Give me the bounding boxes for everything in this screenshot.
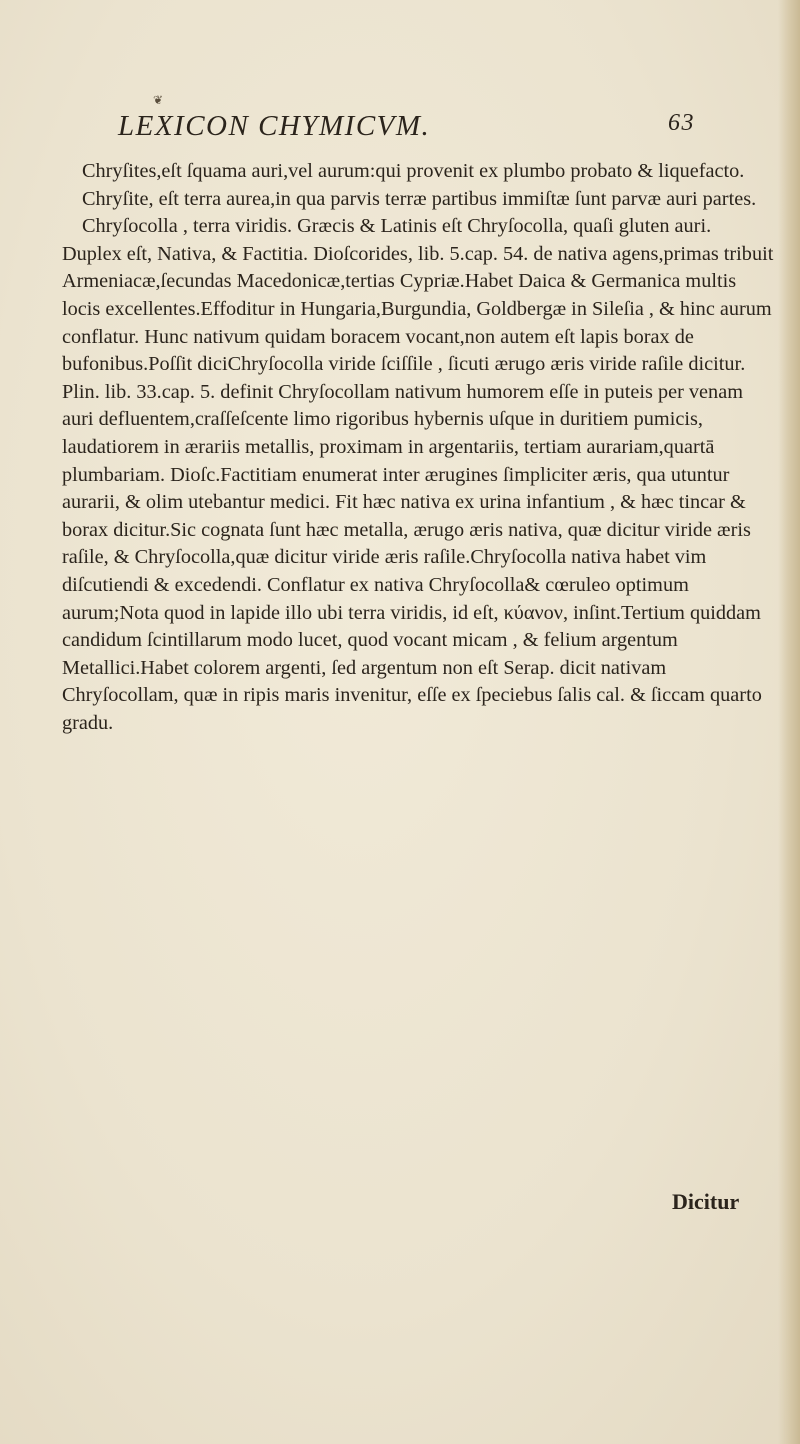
running-title: LEXICON CHYMICVM.	[118, 110, 431, 142]
catchword: Dicitur	[672, 1189, 740, 1214]
body-text	[62, 158, 774, 737]
running-header	[118, 110, 798, 150]
entry-chrysite: Chryſite, eſt terra aurea,in qua parvis terræ partibus immiſtæ ſunt parvæ auri partes.	[82, 187, 757, 210]
entry-chrysites: Chryſites,eſt ſquama auri,vel aurum:qui provenit ex plumbo probato & liquefacto.	[82, 160, 745, 182]
ink-mark-icon: ❦	[153, 93, 164, 107]
entry-chrysocolla: Chryſocolla , terra viridis. Græcis & Latinis eſt Chryſocolla, quaſi gluten auri. Duplex eſt, Nativa, & Factitia. Dioſcorides, lib. 5.cap. 54. de nativa agens,primas tribuit Armeniacæ,ſecundas Macedonicæ,tertias Cypriæ.Habet Daica & Germanica multis locis excellentes.Effoditur in Hungaria,Burgundia, Goldbergæ in Sileſia , & hinc aurum conflatur. Hunc nativum quidam boracem vocant,non autem eſt lapis borax de bufonibus.Poſſit diciChryſocolla viride ſciſſile , ſicuti ærugo æris viride raſile dicitur. Plin. lib. 33.cap. 5. definit Chryſocollam nativum humorem eſſe in puteis per venam auri defluentem,craſſeſcente limo rigoribus hybernis uſque in duritiem pumicis, laudatiorem in ærariis metallis, proximam in argentariis, tertiam aurariam,quartā plumbariam. Dioſc.Factitiam enumerat inter ærugines ſimpliciter æris, qua utuntur aurarii, & olim utebantur medici. Fit hæc nativa ex urina infantium , & hæc tincar & borax dicitur.Sic cognata ſunt hæc metalla, ærugo æris nativa, quæ dicitur viride æris raſile, & Chryſocolla,quæ dicitur viride æris raſile.Chryſocolla nativa habet vim diſcutiendi & excedendi. Conflatur ex nativa Chryſocolla& cœruleo optimum aurum;Nota quod in lapide illo ubi terra viridis, id eſt, κύανον, inſint.Tertium quiddam candidum ſcintillarum modo lucet, quod vocant micam , & felium argentum Metallici.Habet colorem argenti, ſed argentum non eſt Serap. dicit nativam Chryſocollam, quæ in ripis maris invenitur, eſſe ex ſpeciebus ſalis cal. & ſiccam quarto gradu.	[62, 215, 774, 734]
page-number: 63	[668, 110, 695, 136]
page-edge-shadow	[778, 0, 800, 1444]
